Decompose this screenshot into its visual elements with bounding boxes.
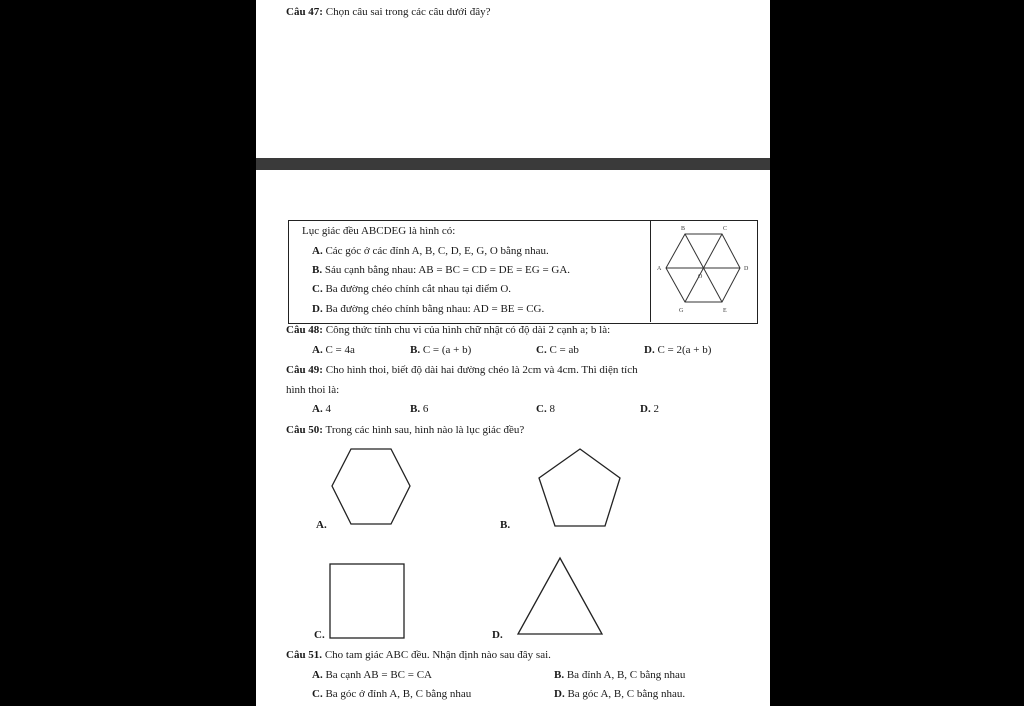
q48-option-b	[410, 344, 471, 357]
q49-option-b	[410, 403, 428, 416]
q50-option-d-label: D.	[492, 629, 503, 641]
q48-option-d	[644, 344, 711, 357]
q48-option-c	[536, 344, 579, 357]
option-label: D.	[554, 688, 565, 700]
option-label: D.	[640, 403, 651, 415]
q48-question: Công thức tính chu vi của hình chữ nhật có độ dài 2 cạnh a; b là:	[325, 324, 611, 336]
point-o: O	[698, 274, 703, 280]
option-label: C.	[536, 344, 547, 356]
page-divider	[256, 158, 770, 170]
q50-option-b-label: B.	[500, 519, 511, 531]
option-label: A.	[312, 245, 323, 257]
q48-label: Câu 48:	[286, 324, 323, 336]
option-text: 8	[549, 403, 555, 415]
q51-option-b	[554, 669, 685, 682]
q48-option-a	[312, 344, 355, 357]
q49-question-line2: hình thoi là:	[286, 384, 340, 396]
option-label: A.	[312, 403, 323, 415]
q51-question: Cho tam giác ABC đều. Nhận định nào sau đây sai.	[324, 649, 551, 661]
option-text: C = 2(a + b)	[657, 344, 712, 356]
option-label: A.	[312, 669, 323, 681]
option-label: D.	[312, 303, 323, 315]
point-c: C	[723, 226, 728, 232]
q49-question-line1: Cho hình thoi, biết độ dài hai đường chéo là 2cm và 4cm. Thì diện tích	[325, 364, 638, 376]
point-e: E	[723, 308, 727, 314]
option-text: 4	[325, 403, 331, 415]
q47-intro: Lục giác đều ABCDEG là hình có:	[302, 225, 456, 237]
q51-option-d	[554, 688, 685, 701]
q50-option-a-label: A.	[316, 519, 327, 531]
point-d: D	[744, 266, 749, 272]
option-text: C = 4a	[325, 344, 355, 356]
q50-option-c-label: C.	[314, 629, 325, 641]
option-text: Ba đường chéo chính bằng nhau: AD = BE = CG.	[325, 303, 545, 315]
page-bottom	[256, 170, 770, 706]
q47-hexagon-figure	[652, 222, 756, 322]
q51-option-c	[312, 688, 471, 701]
option-text: Ba đường chéo chính cắt nhau tại điểm O.	[325, 283, 512, 295]
q50-shape-d-triangle	[512, 554, 608, 638]
option-label: B.	[554, 669, 565, 681]
q50-header	[286, 424, 524, 437]
q47-question: Chọn câu sai trong các câu dưới đây?	[325, 6, 491, 18]
q50-shape-b-pentagon	[534, 446, 626, 530]
option-label: D.	[644, 344, 655, 356]
option-label: B.	[312, 264, 323, 276]
page-top	[256, 0, 770, 158]
option-label: B.	[410, 344, 421, 356]
q51-label: Câu 51.	[286, 649, 323, 661]
option-label: B.	[410, 403, 421, 415]
option-text: C = (a + b)	[422, 344, 472, 356]
q49-label: Câu 49:	[286, 364, 323, 376]
q49-header	[286, 364, 638, 377]
option-label: C.	[312, 688, 323, 700]
q49-option-a	[312, 403, 331, 416]
q49-option-d	[640, 403, 659, 416]
option-label: A.	[312, 344, 323, 356]
option-label: C.	[312, 283, 323, 295]
option-text: Ba cạnh AB = BC = CA	[325, 669, 432, 681]
q50-shape-a-hexagon	[326, 446, 416, 530]
point-a: A	[657, 266, 662, 272]
option-text: Ba góc A, B, C bằng nhau.	[567, 688, 686, 700]
q49-option-c	[536, 403, 555, 416]
option-text: Các góc ở các đỉnh A, B, C, D, E, G, O bằng nhau.	[325, 245, 549, 257]
option-text: Ba đỉnh A, B, C bằng nhau	[566, 669, 686, 681]
q50-label: Câu 50:	[286, 424, 323, 436]
point-g: G	[679, 308, 684, 314]
q48-header	[286, 324, 610, 337]
point-b: B	[681, 226, 686, 232]
q50-shape-c-square	[328, 562, 408, 642]
option-text: 6	[422, 403, 429, 415]
q47-label: Câu 47:	[286, 6, 323, 18]
q51-header	[286, 649, 551, 662]
q47-option-c	[312, 283, 511, 296]
q50-question: Trong các hình sau, hình nào là lục giác đều?	[325, 424, 525, 436]
option-text: Sáu cạnh bằng nhau: AB = BC = CD = DE = EG = GA.	[324, 264, 571, 276]
q47-box-separator	[650, 220, 651, 322]
option-text: 2	[653, 403, 659, 415]
q47-option-b	[312, 264, 570, 277]
q47-option-d	[312, 303, 544, 316]
option-label: C.	[536, 403, 547, 415]
option-text: C = ab	[549, 344, 579, 356]
q51-option-a	[312, 669, 432, 682]
q47-option-a	[312, 245, 549, 258]
q47-header	[286, 6, 491, 19]
option-text: Ba góc ở đỉnh A, B, C bằng nhau	[325, 688, 472, 700]
